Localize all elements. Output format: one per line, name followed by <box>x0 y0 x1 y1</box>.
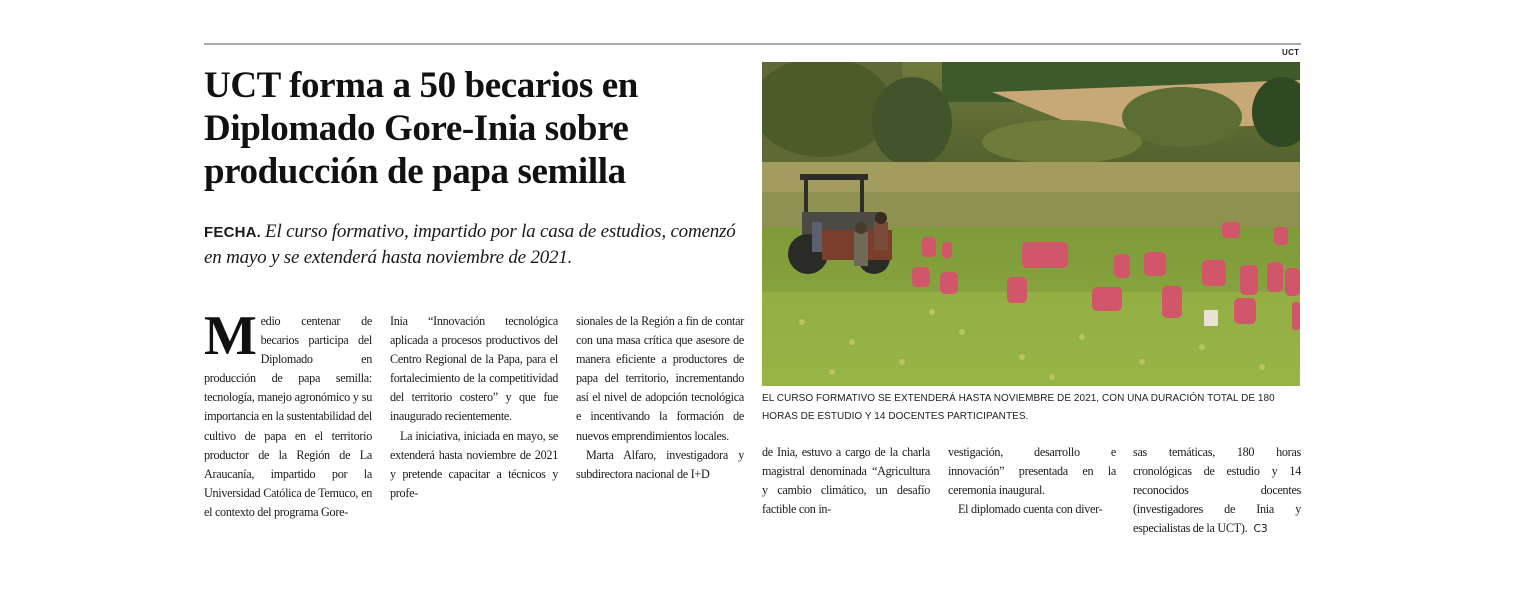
body-column-2 <box>390 312 558 503</box>
body-paragraph: de Inia, estuvo a cargo de la charla magistral denominada “Agricultura y cambio climático, un desafío factible con in- <box>762 445 930 517</box>
body-column-1 <box>204 305 372 522</box>
body-paragraph: vestigación, desarrollo e innovación” presentada en la ceremonia inaugural. <box>948 445 1116 498</box>
body-column-3 <box>576 312 744 484</box>
body-paragraph: El diplomado cuenta con diver- <box>958 502 1103 517</box>
article-photo <box>762 62 1300 386</box>
dek-label: FECHA. <box>204 224 262 241</box>
body-column-6 <box>1133 443 1301 538</box>
body-paragraph: Marta Alfaro, investigadora y subdirectora nacional de I+D <box>576 447 744 481</box>
body-paragraph <box>1133 443 1301 538</box>
body-text: sas temáticas, 180 horas cronológicas de estudio y 14 reconocidos docentes (investigadores de Inia y especialistas de la UCT). <box>1133 445 1301 536</box>
top-rule <box>204 43 1301 45</box>
drop-cap: M <box>204 305 257 367</box>
body-text: edio centenar de becarios participa del Diplomado en producción de papa semilla: tecnología, manejo agronómico y su importancia en la sustentabilidad del cultivo de papa en el territorio productor de la Región de La Araucanía, impartido por la Universidad Católica de Temuco, en el contexto del programa Gore- <box>204 314 372 519</box>
end-mark-icon: C3 <box>1253 522 1268 536</box>
dek-text: El curso formativo, impartido por la casa de estudios, comenzó en mayo y se extenderá hasta noviembre de 2021. <box>204 221 736 268</box>
dek <box>204 219 744 270</box>
body-paragraph: Inia “Innovación tecnológica aplicada a procesos productivos del Centro Regional de la Papa, para el fortalecimiento de la competitividad del territorio costero” y que fue inaugurado recientemente. <box>390 314 558 424</box>
section-tag: UCT <box>1282 48 1300 57</box>
body-paragraph: La iniciativa, iniciada en mayo, se extenderá hasta noviembre de 2021 y pretende capacitar a técnicos y profe- <box>390 428 558 500</box>
body-paragraph: sionales de la Región a fin de contar con una masa crítica que asesore de manera eficiente a productores de papa del territorio, incrementando así el nivel de adopción tecnológica e incentivando la formación de nuevos emprendimientos locales. <box>576 314 744 443</box>
photo-caption: EL CURSO FORMATIVO SE EXTENDERÁ HASTA NOVIEMBRE DE 2021, CON UNA DURACIÓN TOTAL DE 180 HORAS DE ESTUDIO Y 14 DOCENTES PARTICIPANTES. <box>762 393 1275 422</box>
body-paragraph <box>204 305 372 522</box>
headline: UCT forma a 50 becarios en Diplomado Gore-Inia sobre producción de papa semilla <box>204 65 638 192</box>
body-column-5 <box>948 443 1116 519</box>
body-column-4 <box>762 443 930 519</box>
